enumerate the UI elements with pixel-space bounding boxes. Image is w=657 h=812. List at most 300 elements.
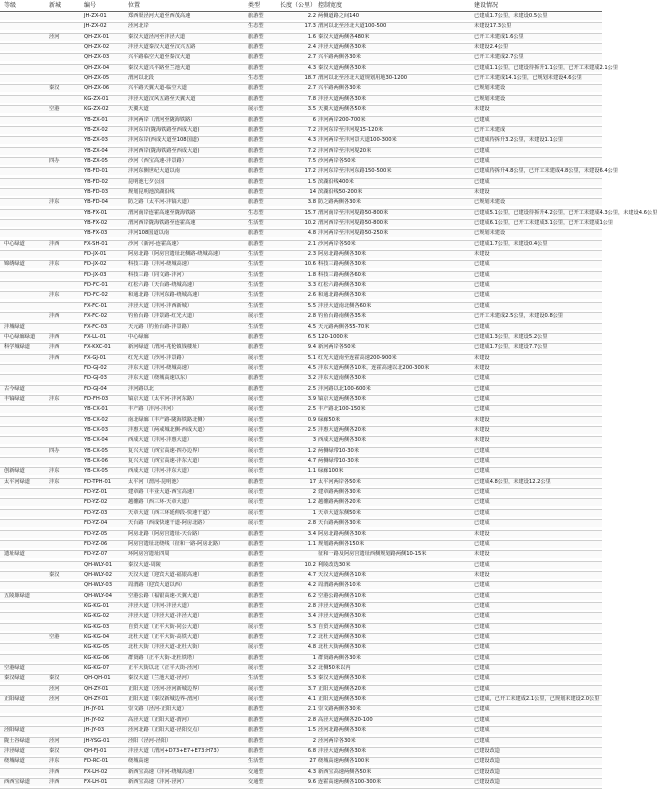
cell-control-width: 秦汉大道两侧各30米 (318, 64, 367, 71)
cell-type: 展示型 (248, 416, 264, 423)
cell-code: KG-KG-04 (84, 634, 110, 640)
cell-status: 已建成 (474, 292, 490, 299)
cell-code: FD-FC-01 (84, 282, 108, 289)
cell-location: 丰产路（沣河-沣河） (128, 406, 177, 413)
cell-length: 5.5 (307, 302, 316, 309)
table-row (0, 282, 602, 289)
cell-type: 旅游型 (248, 44, 264, 51)
cell-code: FD-YZ-05 (84, 530, 108, 537)
cell-control-width: 规划路两侧各150米 (318, 540, 365, 547)
cell-type: 旅游型 (248, 116, 264, 123)
header-type: 类型 (248, 2, 261, 9)
cell-status: 已建成 (474, 395, 490, 402)
cell-type: 旅游型 (248, 95, 264, 102)
cell-control-width: 沣泾大道两侧各30米 (318, 95, 367, 102)
table-row (0, 686, 602, 693)
cell-status: 已建成 (474, 406, 490, 413)
cell-type: 旅游型 (248, 530, 264, 537)
cell-code: JH-ZX-01 (84, 13, 107, 19)
cell-location: 秦汉大道（兰池大道-泾河） (128, 675, 193, 682)
cell-new-city: 沣西 (49, 344, 60, 351)
cell-length: 6.2 (307, 592, 316, 599)
table-row (0, 696, 602, 703)
cell-code: FD-RC-01 (84, 758, 109, 765)
cell-control-width: 沣河路以北100-600米 (318, 385, 371, 392)
cell-type: 生活型 (248, 251, 264, 258)
cell-location: 西成大道（沣河-沣东大道） (128, 468, 193, 475)
cell-length: 7.2 (307, 126, 316, 133)
cell-type: 旅游型 (248, 561, 264, 568)
cell-location: 环阿房宫遗址四周 (128, 551, 170, 558)
cell-length: 6 (312, 116, 316, 123)
cell-length: 2.8 (307, 520, 316, 527)
cell-length: 17.2 (304, 168, 316, 175)
cell-type: 展示型 (248, 509, 264, 516)
cell-length: 9.4 (307, 344, 316, 351)
cell-length: 4.5 (307, 364, 316, 371)
cell-length: 5.3 (307, 675, 316, 682)
cell-length: 15.7 (304, 209, 316, 216)
cell-location: 群贤路（正平大街-北杜铁塔） (128, 654, 198, 661)
cell-length: 3.4 (307, 530, 316, 537)
cell-status: 已建成 (474, 489, 490, 496)
cell-location: 郑西渠泾河大道至西茂高速 (128, 13, 191, 19)
cell-length: 3.4 (307, 613, 316, 620)
cell-length: 2.1 (307, 240, 316, 247)
cell-type: 展示型 (248, 685, 264, 692)
cell-new-city: 沣东 (49, 468, 60, 475)
table-row (0, 562, 602, 569)
cell-code: YB-FX-01 (84, 209, 108, 216)
cell-type: 旅游型 (248, 199, 264, 206)
cell-type: 旅游型 (248, 385, 264, 392)
cell-new-city: 四办 (49, 157, 60, 164)
cell-status: 已建成1.3公里，未建设5.2公里 (474, 333, 548, 340)
cell-length: 10.6 (304, 261, 316, 268)
cell-code: JH-JY-01 (84, 706, 105, 713)
cell-status: 未建设 (474, 530, 490, 537)
cell-status: 已建成 (474, 458, 490, 465)
cell-type: 旅游型 (248, 706, 264, 713)
cell-status: 已建成1.7公里，未建设0.4公里 (474, 240, 548, 247)
cell-type: 旅游型 (248, 478, 264, 485)
table-row (0, 572, 602, 579)
cell-status: 已开工未建成 (474, 126, 506, 133)
cell-control-width: 两侧绿带10-30米 (318, 458, 360, 465)
cell-new-city: 沣西 (49, 313, 60, 320)
cell-type: 旅游型 (248, 147, 264, 154)
cell-length: 1.5 (307, 178, 316, 185)
cell-code: YB-CX-05 (84, 468, 108, 475)
header-control-width: 控制宽度 (318, 2, 343, 9)
table-row (0, 717, 602, 724)
cell-type: 旅游型 (248, 613, 264, 620)
cell-control-width: 利陵改选30米 (318, 561, 351, 568)
cell-status: 已建成 (474, 561, 490, 568)
cell-code: QH-ZY-01 (84, 685, 109, 692)
cell-location: 复兴大道（西宝高速-沣东大道） (128, 458, 203, 465)
cell-control-width: 天汉大道两侧各10米 (318, 571, 367, 578)
table-row (0, 541, 602, 548)
cell-location: 和通北路（沣河东路-绕城高速） (128, 292, 203, 299)
cell-length: 3.3 (307, 282, 316, 289)
cell-code: FX-FC-02 (84, 313, 108, 320)
table-row (0, 468, 602, 475)
cell-code: KG-KG-06 (84, 654, 110, 661)
cell-length: 4.1 (307, 696, 316, 703)
cell-length: 2 (312, 737, 316, 744)
table-row (0, 706, 602, 713)
cell-code: QH-ZX-06 (84, 85, 110, 92)
table-row (0, 406, 602, 413)
header-length: 长度（公里） (280, 2, 317, 9)
cell-location: 沣河108国道以南 (128, 230, 170, 237)
table-row (0, 303, 602, 310)
cell-length: 4.3 (307, 64, 316, 71)
cell-location: 高泾大道（正阳大道-渭河） (128, 716, 193, 723)
cell-control-width: 红光大道南至连霍高速200-900米 (318, 354, 397, 361)
cell-control-width: 北杜大街两侧各30米 (318, 644, 367, 651)
cell-location: 绕城高速 (128, 758, 149, 765)
cell-type: 展示型 (248, 395, 264, 402)
cell-type: 旅游型 (248, 551, 264, 558)
cell-type: 旅游型 (248, 85, 264, 92)
cell-control-width: 北侧50米以内 (318, 665, 351, 672)
cell-location: 沣泾大道（渭河+D73+E7+E73:H73） (128, 747, 222, 754)
cell-type: 展示型 (248, 468, 264, 475)
cell-location: 沣泾大道（沣河-沣泾大道） (128, 602, 193, 609)
cell-code: FD-YZ-03 (84, 509, 108, 516)
cell-status: 已建成 (474, 582, 490, 589)
table-row (0, 603, 602, 610)
table-row (0, 54, 602, 61)
cell-type: 生活型 (248, 302, 264, 309)
cell-status: 已建成4.8公里，未建设12.2公里 (474, 478, 551, 485)
cell-status: 已建成 (474, 520, 490, 527)
cell-length: 1 (312, 509, 316, 516)
table-row (0, 272, 602, 279)
cell-control-width: 渭河南岸至沣河堤路50-800米 (318, 209, 389, 216)
cell-control-width: 科技三路两侧各30米 (318, 261, 367, 268)
cell-location: 西成大道（沣河-沣惠大道） (128, 437, 193, 444)
table-row (0, 13, 602, 20)
cell-length: 10.2 (304, 220, 316, 226)
cell-length: 2.8 (307, 716, 316, 723)
cell-control-width: 阿房北路两侧各30米 (318, 251, 367, 258)
cell-status: 已建成 (474, 509, 490, 516)
cell-type: 生活型 (248, 292, 264, 299)
cell-control-width: 沣河西岸至沣河堤20米 (318, 147, 372, 154)
header-code: 编号 (84, 2, 97, 9)
cell-length: 4.3 (307, 768, 316, 775)
cell-code: QH-ZX-02 (84, 44, 110, 51)
cell-new-city: 空港 (49, 106, 60, 113)
cell-location: 新河绿道（渭河-兆伦镇钱楼址） (128, 344, 203, 351)
cell-code: QH-WLY-04 (84, 592, 112, 599)
cell-status: 已建设改造 (474, 768, 500, 775)
cell-type: 旅游型 (248, 64, 264, 71)
cell-length: 5.3 (307, 623, 316, 630)
cell-code: FD-YZ-06 (84, 540, 108, 547)
cell-code: KG-KG-01 (84, 602, 110, 609)
cell-status: 已建成 (474, 613, 490, 620)
cell-location: 正阳大道（秦汉新城边界-渭河） (128, 696, 203, 703)
table-row (0, 375, 602, 382)
cell-control-width: 沣泾大道两侧各30米 (318, 44, 367, 51)
cell-status: 已建成待拆升3.2公里，未建设1.1公里 (474, 137, 564, 144)
cell-location: 红松六路（天台路-绕城高速） (128, 282, 198, 289)
cell-location: 昆明池七夕公园 (128, 178, 165, 185)
cell-code: FX-KXC-01 (84, 344, 111, 351)
table-row (0, 644, 602, 651)
cell-location: 沙河（新河-连霍高速） (128, 240, 182, 247)
cell-code: FX-SH-01 (84, 240, 108, 247)
cell-type: 展示型 (248, 489, 264, 496)
cell-control-width: 崇文路两侧各30米 (318, 706, 361, 713)
cell-type: 旅游型 (248, 747, 264, 754)
cell-type: 展示型 (248, 499, 264, 506)
cell-location: 科技三路（同文路-沣河） (128, 271, 187, 278)
cell-location: 正平大街以北（正平大街-泾河） (128, 665, 203, 672)
cell-type: 生态型 (248, 209, 264, 216)
cell-control-width: 北杜大道两侧各30米 (318, 634, 367, 640)
cell-status: 已建设改造 (474, 747, 500, 754)
cell-code: FD-YZ-07 (84, 551, 108, 558)
cell-type: 旅游型 (248, 727, 264, 734)
table-row (0, 634, 602, 641)
table-row (0, 127, 602, 134)
cell-length: 1.2 (307, 447, 316, 454)
cell-type: 展示型 (248, 354, 264, 361)
cell-code: QH-ZX-03 (84, 54, 110, 61)
cell-length: 4.5 (307, 323, 316, 330)
table-row (0, 437, 602, 444)
cell-control-width: 沣河东岸至沣河东路150-500米 (318, 168, 392, 175)
cell-status: 未建设 (474, 551, 490, 558)
cell-location: 崇文路（泾河-正阳大道） (128, 706, 187, 713)
cell-code: YB-FX-03 (84, 230, 108, 237)
table-row (0, 355, 602, 362)
table-row (0, 241, 602, 248)
cell-status: 已建设改造 (474, 778, 500, 785)
cell-level: 五陵塬绿道 (4, 592, 30, 599)
cell-location: 渭河以北段 (128, 75, 154, 82)
cell-status: 已建成 (474, 282, 490, 289)
cell-control-width: 和通北路两侧各30米 (318, 292, 367, 299)
cell-location: 规划昆明池滨湖沿线 (128, 188, 175, 195)
cell-length: 1.8 (307, 271, 316, 278)
cell-control-width: 天翼大道两侧各50米 (318, 106, 367, 113)
cell-status: 未建设 (474, 416, 490, 423)
cell-length: 3 (312, 437, 316, 444)
cell-length: 1.1 (307, 540, 316, 547)
cell-code: FD-JX-02 (84, 261, 107, 268)
cell-code: JH-YSG-01 (84, 737, 110, 744)
cell-control-width: 空港公路两侧各10米 (318, 592, 367, 599)
cell-code: YB-CX-02 (84, 416, 108, 423)
cell-length: 1.6 (307, 33, 316, 40)
header-level: 等级 (4, 2, 17, 9)
table-row (0, 779, 602, 786)
cell-length: 1.2 (307, 499, 316, 506)
cell-location: 沣河西岸(陇海铁路至西成大道) (128, 147, 200, 154)
cell-type: 展示型 (248, 520, 264, 527)
table-row (0, 520, 602, 527)
cell-control-width: 红松六路两侧各30米 (318, 282, 367, 289)
table-row (0, 23, 602, 30)
cell-length: 4.8 (307, 230, 316, 237)
cell-code: YB-ZX-04 (84, 147, 108, 154)
cell-length: 7.2 (307, 634, 316, 640)
cell-control-width: 丰产路北100-150米 (318, 406, 366, 413)
cell-new-city: 沣东 (49, 478, 60, 485)
cell-length: 3.8 (307, 199, 316, 206)
cell-status: 已建成 (474, 178, 490, 185)
cell-level: 锦绣绿道 (4, 261, 25, 268)
table-row (0, 531, 602, 538)
table-row (0, 158, 602, 165)
cell-type: 旅游型 (248, 33, 264, 40)
cell-length: 2.8 (307, 313, 316, 320)
cell-status: 已建成待拆升4.8公里，已开工未建成4.8公里，未建设6.4公里 (474, 168, 619, 175)
cell-length: 4.7 (307, 458, 316, 465)
cell-code: YB-CX-04 (84, 437, 108, 444)
cell-length: 27 (309, 758, 316, 765)
cell-code: JH-ZX-02 (84, 23, 107, 30)
cell-type: 旅游型 (248, 13, 264, 19)
table-row (0, 179, 602, 186)
cell-type: 展示型 (248, 665, 264, 672)
cell-control-width: 沣泾大道两侧各30米 (318, 613, 367, 620)
cell-code: FD-GJ-02 (84, 364, 107, 371)
cell-length: 2.3 (307, 251, 316, 258)
cell-length: 7.8 (307, 95, 316, 102)
cell-level: 沣泾绿道 (4, 747, 25, 754)
table-row (0, 489, 602, 496)
cell-new-city: 沣东 (49, 261, 60, 268)
cell-code: YB-ZX-03 (84, 137, 108, 144)
table-row (0, 199, 602, 206)
cell-type: 生活型 (248, 271, 264, 278)
cell-control-width: 群贤路两侧各30米 (318, 654, 361, 661)
cell-status: 已建成 (474, 685, 490, 692)
cell-control-width: 泾河北路两侧各30米 (318, 727, 367, 734)
cell-new-city: 泾河 (49, 33, 60, 40)
cell-location: 正阳大道（泾河-泾河新城边界） (128, 685, 203, 692)
cell-status: 已建成 (474, 385, 490, 392)
cell-control-width: 秦汉大道两侧各30米 (318, 675, 367, 682)
table-row (0, 106, 602, 113)
cell-code: FD-YZ-04 (84, 520, 108, 527)
cell-new-city: 秦汉 (49, 571, 60, 578)
cell-location: 越雒路（西三环-天章大道） (128, 499, 193, 506)
cell-location: 防之路（太平河-沣镐大道） (128, 199, 193, 206)
cell-control-width: 连霍高速两侧各100-300米 (318, 778, 382, 785)
cell-location: 沣河东侧世纪大道以南 (128, 168, 180, 175)
cell-code: FD-YZ-02 (84, 499, 108, 506)
cell-control-width: 绿廊100米 (318, 468, 344, 475)
cell-type: 旅游型 (248, 126, 264, 133)
cell-status: 已建成6.1公里，已开工未建成3.1公里，已开工未建成1公里 (474, 220, 614, 226)
cell-control-width: 兴平路两侧各30米 (318, 54, 361, 61)
table-row (0, 624, 602, 631)
cell-type: 旅游型 (248, 178, 264, 185)
cell-length: 6.5 (307, 333, 316, 340)
cell-location: 南北绿廊（丰产路-陇海铁路北侧） (128, 416, 208, 423)
cell-length: 6.8 (307, 747, 316, 754)
cell-location: 阿房北路（阿房宫遗址-天台路） (128, 530, 203, 537)
table-row (0, 448, 602, 455)
cell-control-width: 周渭路两侧各10米 (318, 582, 361, 589)
cell-type: 旅游型 (248, 634, 264, 640)
cell-location: 秦汉大道兴平路至兰池大道 (128, 64, 191, 71)
cell-location: 阿房北路（阿房宫遗址北侧路-绕城高速） (128, 251, 224, 258)
cell-control-width: 120-1000米 (318, 333, 349, 340)
cell-status: 已建成 (474, 716, 490, 723)
cell-location: 天元路（钓鱼台路-沣景路） (128, 323, 193, 330)
cell-location: 天汉大道（迎宾大道-福银高速） (128, 571, 203, 578)
cell-control-width: 高泾大道两侧各20-100 (318, 716, 373, 723)
cell-type: 生活型 (248, 282, 264, 289)
cell-code: YB-ZX-02 (84, 126, 108, 133)
cell-type: 旅游型 (248, 571, 264, 578)
cell-code: QH-ZX-04 (84, 64, 110, 71)
cell-type: 展示型 (248, 458, 264, 465)
cell-length: 14 (309, 188, 316, 195)
cell-length: 2.5 (307, 406, 316, 413)
cell-status: 已建成 (474, 706, 490, 713)
cell-type: 展示型 (248, 696, 264, 703)
row-divider (0, 788, 602, 789)
table-header (0, 0, 602, 12)
cell-location: 自贸大道（正平大街-同公大道） (128, 623, 203, 630)
cell-type: 展示型 (248, 427, 264, 433)
cell-length: 3.9 (307, 395, 316, 402)
cell-control-width: 沣东大道两侧各10米，连霍高速以北200-300米 (318, 364, 430, 371)
cell-type: 旅游型 (248, 333, 264, 340)
table-row (0, 334, 602, 341)
cell-status: 未建设 (474, 106, 490, 113)
cell-type: 展示型 (248, 447, 264, 454)
table-row (0, 313, 602, 320)
cell-status: 已建成 (474, 540, 490, 547)
cell-control-width: 沣河两岸至沣河景大道100-300米 (318, 137, 397, 144)
cell-code: FD-GJ-03 (84, 375, 107, 382)
cell-new-city: 泾河 (49, 696, 60, 703)
cell-status: 已开工未建成2.7公里 (474, 54, 524, 61)
table-row (0, 324, 602, 331)
table-row (0, 417, 602, 424)
cell-type: 展示型 (248, 644, 264, 651)
table-row (0, 230, 602, 237)
table-row (0, 675, 602, 682)
cell-new-city: 秦汉 (49, 85, 60, 92)
cell-level: 陇土谷绿道 (4, 737, 30, 744)
cell-type: 生活型 (248, 220, 264, 226)
cell-new-city: 沣西 (49, 240, 60, 247)
cell-control-width: 沣泾大道两侧各30米 (318, 747, 367, 754)
cell-new-city: 空港 (49, 634, 60, 640)
table-row (0, 665, 602, 672)
cell-type: 旅游型 (248, 54, 264, 61)
cell-code: YB-ZX-01 (84, 116, 108, 123)
cell-location: 太平河（渭河-昆明池） (128, 478, 182, 485)
cell-location: 天章大道（西三环延伸段-快速干道） (128, 509, 213, 516)
cell-location: 新西宝高速（沣河-绕城高速） (128, 768, 198, 775)
cell-length: 3.2 (307, 375, 316, 382)
cell-status: 已建成 (474, 644, 490, 651)
table-row (0, 85, 602, 92)
